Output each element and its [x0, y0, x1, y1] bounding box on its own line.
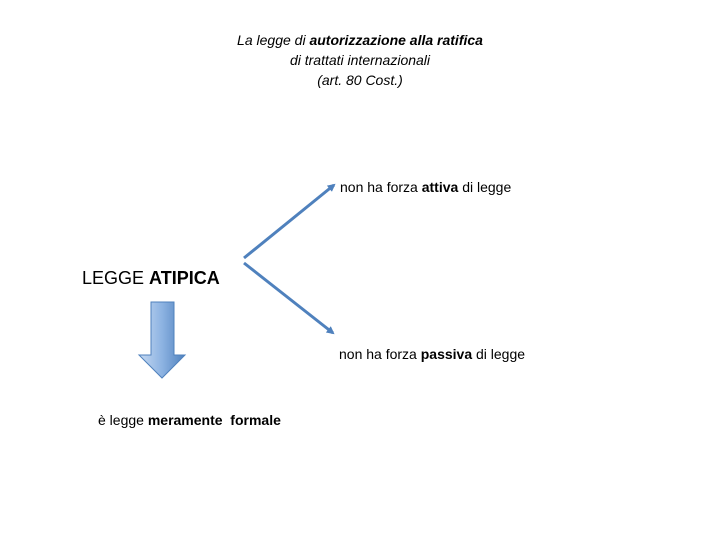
branch-bottom-suffix: di legge	[472, 346, 526, 362]
down-arrow-icon	[139, 302, 185, 378]
branch-bottom-bold: passiva	[420, 346, 473, 362]
center-label	[82, 268, 220, 289]
title-line-1-prefix: La legge di	[237, 32, 310, 48]
title-line-1-bold: autorizzazione alla ratifica	[309, 32, 483, 48]
branch-top-suffix: di legge	[458, 179, 512, 195]
branch-bottom-prefix: non ha forza	[339, 346, 421, 362]
title-line-3: (art. 80 Cost.)	[317, 72, 403, 88]
title-line-2: di trattati internazionali	[289, 52, 431, 68]
branch-top-label	[340, 179, 511, 195]
diagram-title	[160, 30, 560, 90]
center-label-bold: ATIPICA	[149, 268, 220, 288]
conclusion-label	[98, 412, 281, 428]
arrow-to-passiva	[244, 263, 333, 333]
conclusion-bold: meramente formale	[147, 412, 281, 428]
center-label-prefix: LEGGE	[82, 268, 150, 288]
branch-top-bold: attiva	[421, 179, 459, 195]
conclusion-prefix: è legge	[98, 412, 148, 428]
branch-top-prefix: non ha forza	[340, 179, 422, 195]
branch-bottom-label	[339, 346, 525, 362]
arrow-to-attiva	[244, 185, 334, 258]
title-line-1	[160, 30, 560, 50]
